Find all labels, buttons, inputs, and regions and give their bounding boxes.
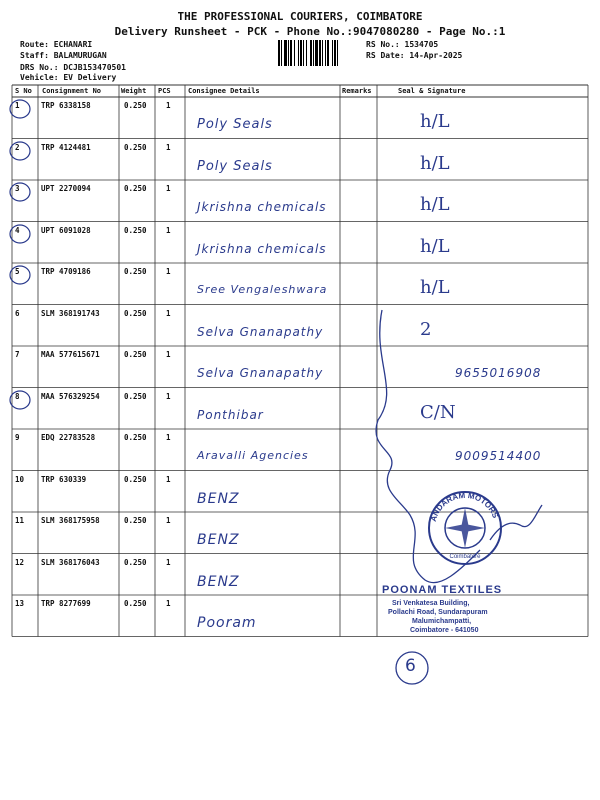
row-pcs: 1 <box>166 557 171 567</box>
row-tick-circle <box>8 140 32 162</box>
row-weight: 0.250 <box>124 267 147 276</box>
poonam-stamp-line3: Malumichampatti, <box>412 618 472 625</box>
row-pcs: 1 <box>166 184 171 193</box>
row-consignment-no: SLM 368176043 <box>41 557 100 567</box>
row-seal-signature: 9655016908 <box>455 366 542 380</box>
col-header-pcs: PCS <box>158 87 171 95</box>
row-consignment-no: TRP 8277699 <box>41 599 91 608</box>
row-weight: 0.250 <box>124 184 147 193</box>
row-consignee-handwritten: Poly Seals <box>197 117 273 132</box>
rs-number: RS No.: 1534705 <box>366 40 439 49</box>
row-pcs: 1 <box>166 225 171 235</box>
row-consignee-handwritten: Selva Gnanapathy <box>197 324 324 339</box>
row-sno: 11 <box>15 516 25 525</box>
row-seal-signature: h/L <box>420 235 450 257</box>
row-weight: 0.250 <box>124 350 147 359</box>
row-sno: 2 <box>15 142 20 152</box>
row-seal-signature: h/L <box>420 111 450 132</box>
row-pcs: 1 <box>166 308 171 318</box>
row-pcs: 1 <box>166 474 171 484</box>
row-tick-circle <box>8 98 32 120</box>
poonam-stamp-line1: Sri Venkatesa Building, <box>392 600 470 607</box>
row-sno: 9 <box>15 433 20 442</box>
row-consignment-no: EDQ 22783528 <box>41 433 96 442</box>
row-weight: 0.250 <box>124 391 147 401</box>
delivery-signature-scribble <box>370 300 550 600</box>
row-consignment-no: UPT 6091028 <box>41 225 91 235</box>
row-consignment-no: MAA 576329254 <box>41 391 100 401</box>
row-seal-signature: 2 <box>420 318 432 340</box>
row-consignee-handwritten: BENZ <box>197 490 240 507</box>
row-pcs: 1 <box>166 142 171 152</box>
row-sno: 12 <box>15 557 25 567</box>
row-consignment-no: TRP 4709186 <box>41 267 91 276</box>
row-sno: 8 <box>15 391 20 401</box>
row-seal-signature: C/N <box>420 401 456 423</box>
row-weight: 0.250 <box>124 516 147 525</box>
row-consignee-handwritten: Pooram <box>197 615 257 631</box>
row-weight: 0.250 <box>124 433 147 442</box>
row-tick-circle <box>8 389 32 411</box>
row-sno: 5 <box>15 267 20 276</box>
row-tick-circle <box>8 264 32 286</box>
row-seal-signature: h/L <box>420 152 450 174</box>
col-header-signature: Seal & Signature <box>398 87 466 95</box>
col-header-remarks: Remarks <box>342 87 372 95</box>
row-consignment-no: TRP 6338158 <box>41 101 91 110</box>
col-header-consignee: Consignee Details <box>188 87 260 95</box>
row-consignment-no: TRP 630339 <box>41 474 87 484</box>
row-consignment-no: SLM 368175958 <box>41 516 100 525</box>
row-consignee-handwritten: Jkrishna chemicals <box>197 200 327 214</box>
row-consignment-no: SLM 368191743 <box>41 308 100 318</box>
row-sno: 13 <box>15 599 25 608</box>
row-tick-circle <box>8 223 32 245</box>
col-header-weight: Weight <box>121 87 147 95</box>
row-consignee-handwritten: Sree Vengaleshwara <box>197 283 328 296</box>
row-sno: 6 <box>15 308 20 318</box>
row-sno: 10 <box>15 474 25 484</box>
runsheet-title: THE PROFESSIONAL COURIERS, COIMBATORE <box>177 10 423 23</box>
motors-stamp-sub: Coimbatore <box>449 554 481 560</box>
drs-number: DRS No.: DCJB153470501 <box>20 63 126 72</box>
row-sno: 4 <box>15 225 20 235</box>
row-weight: 0.250 <box>124 557 147 567</box>
row-consignee-handwritten: BENZ <box>197 532 240 548</box>
vehicle-label: Vehicle: EV Delivery <box>20 73 117 82</box>
route-label: Route: ECHANARI <box>20 40 93 49</box>
row-pcs: 1 <box>166 267 171 276</box>
row-consignee-handwritten: Aravalli Agencies <box>197 449 309 462</box>
row-pcs: 1 <box>166 599 171 608</box>
row-consignment-no: TRP 4124481 <box>41 142 91 152</box>
row-consignment-no: UPT 2270094 <box>41 184 91 193</box>
poonam-stamp-name: POONAM TEXTILES <box>382 584 503 596</box>
row-pcs: 1 <box>166 433 171 442</box>
row-consignee-handwritten: BENZ <box>197 573 240 590</box>
row-seal-signature: h/L <box>420 277 450 298</box>
row-pcs: 1 <box>166 350 171 359</box>
row-sno: 3 <box>15 184 20 193</box>
staff-label: Staff: BALAMURUGAN <box>20 51 107 60</box>
row-weight: 0.250 <box>124 225 147 235</box>
col-header-sno: S No <box>15 87 32 95</box>
row-pcs: 1 <box>166 516 171 525</box>
row-consignment-no: MAA 577615671 <box>41 350 100 359</box>
row-sno: 7 <box>15 350 20 359</box>
row-pcs: 1 <box>166 101 171 110</box>
col-header-consignment: Consignment No <box>42 87 102 95</box>
poonam-stamp-line2: Pollachi Road, Sundarapuram <box>388 609 488 616</box>
row-consignee-handwritten: Poly Seals <box>197 158 273 174</box>
row-weight: 0.250 <box>124 142 147 152</box>
row-weight: 0.250 <box>124 599 147 608</box>
row-consignee-handwritten: Jkrishna chemicals <box>197 241 327 256</box>
page-tally-number: 6 <box>405 656 417 676</box>
row-weight: 0.250 <box>124 101 147 110</box>
row-weight: 0.250 <box>124 474 147 484</box>
poonam-stamp-line4: Coimbatore - 641050 <box>410 627 479 634</box>
runsheet-subtitle: Delivery Runsheet - PCK - Phone No.:9047080280 - Page No.:1 <box>114 25 506 38</box>
row-tick-circle <box>8 181 32 203</box>
row-seal-signature: h/L <box>420 194 450 215</box>
rs-date: RS Date: 14-Apr-2025 <box>366 51 463 60</box>
row-sno: 1 <box>15 101 20 110</box>
row-consignee-handwritten: Selva Gnanapathy <box>197 366 324 380</box>
row-consignee-handwritten: Ponthibar <box>197 407 264 422</box>
row-pcs: 1 <box>166 391 171 401</box>
row-seal-signature: 9009514400 <box>455 449 542 463</box>
motors-stamp-text: ANDARAM MOTORS <box>428 490 501 523</box>
row-weight: 0.250 <box>124 308 147 318</box>
